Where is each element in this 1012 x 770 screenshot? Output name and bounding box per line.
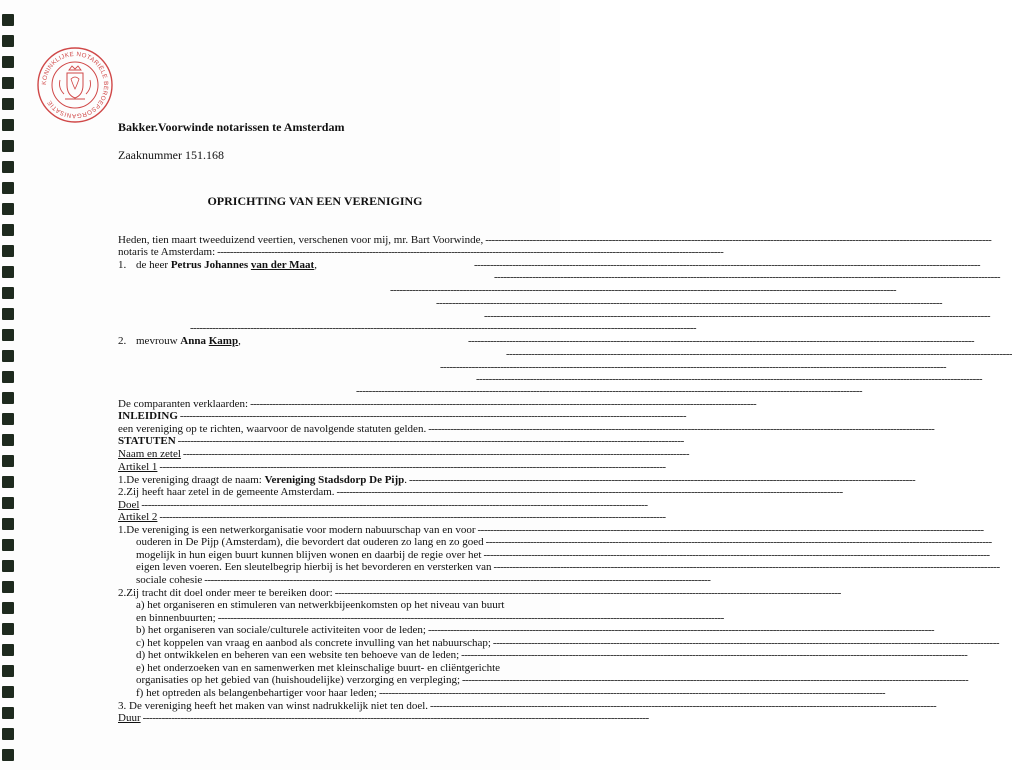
- declared-line: De comparanten verklaarden: ----------------------------------------------------------------------------------------------------------------------------------------------------------------: [118, 398, 757, 410]
- article-2-item-2-e-line-1: e) het onderzoeken van en samenwerken met kleinschalige buurt- en cliëntgerichte: [136, 662, 501, 674]
- binding-ring: [2, 287, 14, 299]
- binding-ring: [2, 161, 14, 173]
- dash-fill: ----------------------------------------------------------------------------------------------------------------------------------------------------------------: [390, 284, 897, 296]
- binding-ring: [2, 644, 14, 656]
- binding-ring: [2, 749, 14, 761]
- binding-ring: [2, 35, 14, 47]
- dash-fill: ----------------------------------------------------------------------------------------------------------------------------------------------------------------: [506, 348, 1012, 360]
- article-2-item-2-a-line-1: a) het organiseren en stimuleren van netwerkbijeenkomsten op het niveau van buurt: [136, 599, 505, 611]
- binding-ring: [2, 665, 14, 677]
- article-2-item-1-line-3: mogelijk in hun eigen buurt kunnen blijven wonen en daarbij de regie over het ----------------------------------------------------------------------------------------------------------------------------------------------------------------: [136, 549, 990, 561]
- dash-fill: ----------------------------------------------------------------------------------------------------------------------------------------------------------------: [476, 373, 983, 385]
- party-2: 2. mevrouw Anna Kamp,: [118, 335, 241, 347]
- binding-ring: [2, 308, 14, 320]
- binding-ring: [2, 686, 14, 698]
- binding-ring: [2, 581, 14, 593]
- seal-ring-text: KONINKLIJKE NOTARIËLE BEROEPSORGANISATIE: [40, 50, 110, 120]
- party-1: 1. de heer Petrus Johannes van der Maat,: [118, 259, 317, 271]
- binding-ring: [2, 14, 14, 26]
- article-2-item-2-f: f) het optreden als belangenbehartiger voor haar leden; ----------------------------------------------------------------------------------------------------------------------------------------------------------------: [136, 687, 886, 699]
- binding-ring: [2, 329, 14, 341]
- binding-ring: [2, 56, 14, 68]
- binding-ring: [2, 728, 14, 740]
- intro-line-2: notaris te Amsterdam: ----------------------------------------------------------------------------------------------------------------------------------------------------------------: [118, 246, 724, 258]
- binding-ring: [2, 119, 14, 131]
- dash-fill: ----------------------------------------------------------------------------------------------------------------------------------------------------------------: [440, 361, 947, 373]
- binding-strip: [0, 0, 18, 770]
- article-2-item-2-a-line-2: en binnenbuurten; ----------------------------------------------------------------------------------------------------------------------------------------------------------------: [136, 612, 724, 624]
- section-inleiding: INLEIDING ----------------------------------------------------------------------------------------------------------------------------------------------------------------: [118, 410, 686, 422]
- dash-fill: ----------------------------------------------------------------------------------------------------------------------------------------------------------------: [190, 322, 697, 334]
- article-2-item-1-line-5: sociale cohesie ----------------------------------------------------------------------------------------------------------------------------------------------------------------: [136, 574, 711, 586]
- dash-fill: ----------------------------------------------------------------------------------------------------------------------------------------------------------------: [436, 297, 943, 309]
- binding-ring: [2, 266, 14, 278]
- notary-seal-icon: [36, 46, 114, 124]
- binding-ring: [2, 602, 14, 614]
- article-1-item-2: 2. Zij heeft haar zetel in de gemeente Amsterdam. ----------------------------------------------------------------------------------------------------------------------------------------------------------------: [118, 486, 843, 498]
- binding-ring: [2, 413, 14, 425]
- heading-goal: Doel ----------------------------------------------------------------------------------------------------------------------------------------------------------------: [118, 499, 648, 511]
- article-2: Artikel 2 ----------------------------------------------------------------------------------------------------------------------------------------------------------------: [118, 511, 666, 523]
- binding-ring: [2, 518, 14, 530]
- heading-duration: Duur ----------------------------------------------------------------------------------------------------------------------------------------------------------------: [118, 712, 649, 724]
- binding-ring: [2, 560, 14, 572]
- binding-ring: [2, 245, 14, 257]
- article-2-item-3: 3. De vereniging heeft het maken van winst nadrukkelijk niet ten doel. ----------------------------------------------------------------------------------------------------------------------------------------------------------------: [118, 700, 937, 712]
- section-statuten: STATUTEN ----------------------------------------------------------------------------------------------------------------------------------------------------------------: [118, 435, 684, 447]
- binding-ring: [2, 707, 14, 719]
- case-number: Zaaknummer 151.168: [118, 148, 224, 162]
- binding-ring: [2, 392, 14, 404]
- binding-ring: [2, 350, 14, 362]
- dash-fill: ----------------------------------------------------------------------------------------------------------------------------------------------------------------: [468, 335, 975, 347]
- article-2-item-2-c: c) het koppelen van vraag en aanbod als concrete invulling van het nabuurschap; ----------------------------------------------------------------------------------------------------------------------------------------------------------------: [136, 637, 1000, 649]
- dash-fill: ----------------------------------------------------------------------------------------------------------------------------------------------------------------: [484, 310, 991, 322]
- binding-ring: [2, 77, 14, 89]
- intro-text: een vereniging op te richten, waarvoor de navolgende statuten gelden. ----------------------------------------------------------------------------------------------------------------------------------------------------------------: [118, 423, 935, 435]
- dash-fill: ----------------------------------------------------------------------------------------------------------------------------------------------------------------: [474, 259, 981, 271]
- binding-ring: [2, 623, 14, 635]
- binding-ring: [2, 455, 14, 467]
- binding-ring: [2, 98, 14, 110]
- binding-ring: [2, 434, 14, 446]
- article-1-item-1: 1. De vereniging draagt de naam: Vereniging Stadsdorp De Pijp . ----------------------------------------------------------------------------------------------------------------------------------------------------------------: [118, 474, 916, 486]
- binding-ring: [2, 371, 14, 383]
- article-2-item-2-d: d) het ontwikkelen en beheren van een website ten behoeve van de leden; ----------------------------------------------------------------------------------------------------------------------------------------------------------------: [136, 649, 968, 661]
- article-2-item-2: 2. Zij tracht dit doel onder meer te bereiken door: ----------------------------------------------------------------------------------------------------------------------------------------------------------------: [118, 587, 841, 599]
- intro-line-1: Heden, tien maart tweeduizend veertien, verschenen voor mij, mr. Bart Voorwinde, ----------------------------------------------------------------------------------------------------------------------------------------------------------------: [118, 234, 992, 246]
- dash-fill: ----------------------------------------------------------------------------------------------------------------------------------------------------------------: [494, 271, 1001, 283]
- article-2-item-1-line-2: ouderen in De Pijp (Amsterdam), die bevordert dat ouderen zo lang en zo goed ----------------------------------------------------------------------------------------------------------------------------------------------------------------: [136, 536, 992, 548]
- article-2-item-2-b: b) het organiseren van sociale/culturele activiteiten voor de leden; ----------------------------------------------------------------------------------------------------------------------------------------------------------------: [136, 624, 935, 636]
- binding-ring: [2, 224, 14, 236]
- document-title: OPRICHTING VAN EEN VERENIGING: [207, 194, 423, 208]
- article-2-item-2-e-line-2: organisaties op het gebied van (huishoudelijke) verzorging en verpleging; ----------------------------------------------------------------------------------------------------------------------------------------------------------------: [136, 674, 969, 686]
- dash-fill: ----------------------------------------------------------------------------------------------------------------------------------------------------------------: [356, 385, 863, 397]
- heading-name: Naam en zetel ----------------------------------------------------------------------------------------------------------------------------------------------------------------: [118, 448, 689, 460]
- article-2-item-1-line-1: 1. De vereniging is een netwerkorganisatie voor modern nabuurschap van en voor ----------------------------------------------------------------------------------------------------------------------------------------------------------------: [118, 524, 984, 536]
- article-1: Artikel 1 ----------------------------------------------------------------------------------------------------------------------------------------------------------------: [118, 461, 666, 473]
- binding-ring: [2, 539, 14, 551]
- svg-text:KONINKLIJKE NOTARIËLE BEROEPSO: [41, 51, 109, 119]
- article-2-item-1-line-4: eigen leven voeren. Een sleutelbegrip hierbij is het bevorderen en versterken van ----------------------------------------------------------------------------------------------------------------------------------------------------------------: [136, 561, 1000, 573]
- binding-ring: [2, 497, 14, 509]
- binding-ring: [2, 182, 14, 194]
- binding-ring: [2, 140, 14, 152]
- firm-name: Bakker.Voorwinde notarissen te Amsterdam: [118, 120, 345, 134]
- binding-ring: [2, 476, 14, 488]
